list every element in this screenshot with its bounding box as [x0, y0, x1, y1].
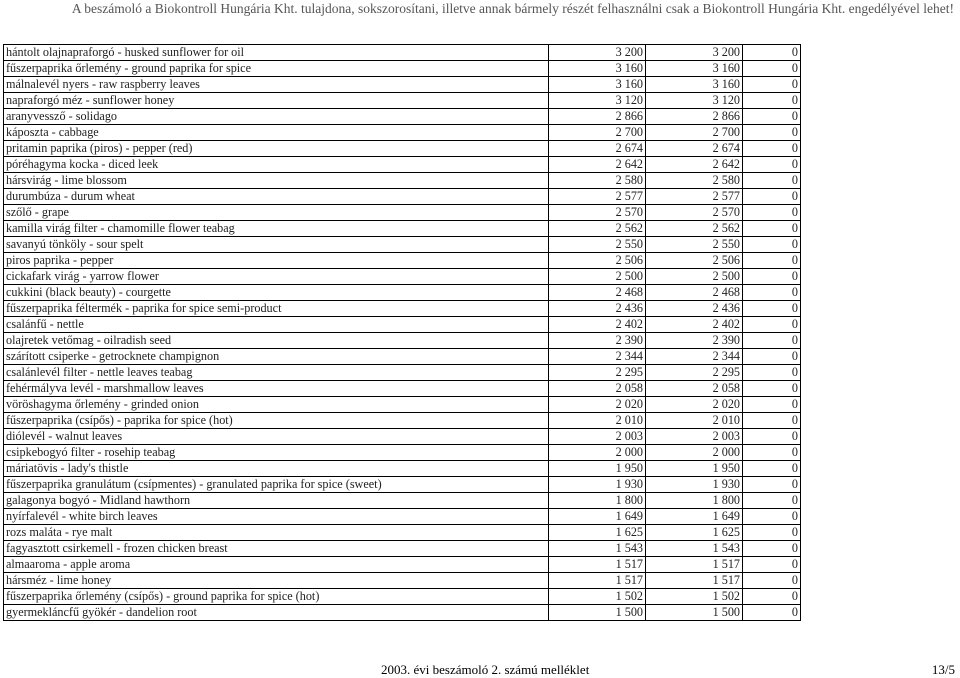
- quantity-total-cell: 2 550: [646, 237, 743, 253]
- product-name-cell: gyermekláncfű gyökér - dandelion root: [4, 605, 549, 621]
- quantity-total-cell: 1 649: [646, 509, 743, 525]
- quantity-cell: 1 800: [549, 493, 646, 509]
- quantity-total-cell: 1 543: [646, 541, 743, 557]
- product-name-cell: piros paprika - pepper: [4, 253, 549, 269]
- product-name-cell: fehérmályva levél - marshmallow leaves: [4, 381, 549, 397]
- quantity-total-cell: 2 674: [646, 141, 743, 157]
- table-row: [4, 77, 801, 93]
- difference-cell: 0: [743, 445, 801, 461]
- quantity-total-cell: 1 800: [646, 493, 743, 509]
- difference-cell: 0: [743, 109, 801, 125]
- quantity-cell: 1 930: [549, 477, 646, 493]
- quantity-total-cell: 1 950: [646, 461, 743, 477]
- quantity-cell: 2 580: [549, 173, 646, 189]
- product-name-cell: szőlő - grape: [4, 205, 549, 221]
- table-row: [4, 461, 801, 477]
- difference-cell: 0: [743, 557, 801, 573]
- quantity-total-cell: 2 000: [646, 445, 743, 461]
- quantity-cell: 2 020: [549, 397, 646, 413]
- table-row: [4, 61, 801, 77]
- quantity-cell: 1 517: [549, 573, 646, 589]
- quantity-total-cell: 2 010: [646, 413, 743, 429]
- product-name-cell: hántolt olajnapraforgó - husked sunflower for oil: [4, 45, 549, 61]
- quantity-total-cell: 3 160: [646, 77, 743, 93]
- copyright-notice: A beszámoló a Biokontroll Hungária Kht. tulajdona, sokszorosítani, illetve annak bármely részét felhasználni csak a Biokontroll Hungária Kht. engedélyével lehet!: [71, 1, 954, 16]
- quantity-total-cell: 2 344: [646, 349, 743, 365]
- difference-cell: 0: [743, 141, 801, 157]
- product-name-cell: rozs maláta - rye malt: [4, 525, 549, 541]
- quantity-cell: 2 010: [549, 413, 646, 429]
- difference-cell: 0: [743, 269, 801, 285]
- difference-cell: 0: [743, 589, 801, 605]
- product-name-cell: cickafark virág - yarrow flower: [4, 269, 549, 285]
- table-row: [4, 493, 801, 509]
- difference-cell: 0: [743, 61, 801, 77]
- table-row: [4, 445, 801, 461]
- difference-cell: 0: [743, 605, 801, 621]
- quantity-cell: 1 517: [549, 557, 646, 573]
- quantity-total-cell: 2 058: [646, 381, 743, 397]
- table-row: [4, 333, 801, 349]
- quantity-total-cell: 2 570: [646, 205, 743, 221]
- quantity-cell: 1 649: [549, 509, 646, 525]
- product-name-cell: fűszerpaprika féltermék - paprika for spice semi-product: [4, 301, 549, 317]
- quantity-total-cell: 2 562: [646, 221, 743, 237]
- table-row: [4, 125, 801, 141]
- quantity-total-cell: 2 402: [646, 317, 743, 333]
- quantity-cell: 2 700: [549, 125, 646, 141]
- table-row: [4, 205, 801, 221]
- product-name-cell: vöröshagyma őrlemény - grinded onion: [4, 397, 549, 413]
- product-name-cell: nyírfalevél - white birch leaves: [4, 509, 549, 525]
- quantity-total-cell: 2 577: [646, 189, 743, 205]
- difference-cell: 0: [743, 477, 801, 493]
- table-row: [4, 509, 801, 525]
- table-row: [4, 237, 801, 253]
- product-name-cell: káposzta - cabbage: [4, 125, 549, 141]
- product-name-cell: fűszerpaprika granulátum (csípmentes) - granulated paprika for spice (sweet): [4, 477, 549, 493]
- table-row: [4, 397, 801, 413]
- difference-cell: 0: [743, 125, 801, 141]
- quantity-cell: 2 003: [549, 429, 646, 445]
- product-name-cell: durumbúza - durum wheat: [4, 189, 549, 205]
- product-name-cell: póréhagyma kocka - diced leek: [4, 157, 549, 173]
- quantity-cell: 2 562: [549, 221, 646, 237]
- difference-cell: 0: [743, 237, 801, 253]
- quantity-total-cell: 1 517: [646, 557, 743, 573]
- quantity-total-cell: 1 502: [646, 589, 743, 605]
- quantity-total-cell: 1 517: [646, 573, 743, 589]
- footer-caption: 2003. évi beszámoló 2. számú melléklet: [381, 662, 590, 677]
- difference-cell: 0: [743, 397, 801, 413]
- table-row: [4, 573, 801, 589]
- quantity-total-cell: 3 200: [646, 45, 743, 61]
- product-name-cell: savanyú tönköly - sour spelt: [4, 237, 549, 253]
- quantity-cell: 2 344: [549, 349, 646, 365]
- table-row: [4, 589, 801, 605]
- difference-cell: 0: [743, 45, 801, 61]
- table-row: [4, 189, 801, 205]
- product-name-cell: hársméz - lime honey: [4, 573, 549, 589]
- products-table: [3, 44, 801, 621]
- quantity-cell: 2 295: [549, 365, 646, 381]
- table-row: [4, 381, 801, 397]
- difference-cell: 0: [743, 157, 801, 173]
- quantity-total-cell: 2 020: [646, 397, 743, 413]
- table-row: [4, 365, 801, 381]
- difference-cell: 0: [743, 429, 801, 445]
- quantity-cell: 2 506: [549, 253, 646, 269]
- difference-cell: 0: [743, 461, 801, 477]
- product-name-cell: hársvirág - lime blossom: [4, 173, 549, 189]
- quantity-cell: 2 468: [549, 285, 646, 301]
- product-name-cell: fűszerpaprika őrlemény (csípős) - ground paprika for spice (hot): [4, 589, 549, 605]
- product-name-cell: galagonya bogyó - Midland hawthorn: [4, 493, 549, 509]
- table-row: [4, 141, 801, 157]
- quantity-cell: 2 436: [549, 301, 646, 317]
- product-name-cell: napraforgó méz - sunflower honey: [4, 93, 549, 109]
- product-name-cell: fűszerpaprika őrlemény - ground paprika for spice: [4, 61, 549, 77]
- quantity-total-cell: 2 003: [646, 429, 743, 445]
- product-name-cell: cukkini (black beauty) - courgette: [4, 285, 549, 301]
- quantity-cell: 3 160: [549, 61, 646, 77]
- quantity-cell: 2 000: [549, 445, 646, 461]
- quantity-cell: 2 642: [549, 157, 646, 173]
- difference-cell: 0: [743, 205, 801, 221]
- product-name-cell: pritamin paprika (piros) - pepper (red): [4, 141, 549, 157]
- difference-cell: 0: [743, 541, 801, 557]
- quantity-total-cell: 1 500: [646, 605, 743, 621]
- quantity-cell: 1 502: [549, 589, 646, 605]
- quantity-cell: 2 674: [549, 141, 646, 157]
- quantity-total-cell: 1 930: [646, 477, 743, 493]
- difference-cell: 0: [743, 93, 801, 109]
- quantity-cell: 2 402: [549, 317, 646, 333]
- table-row: [4, 93, 801, 109]
- quantity-cell: 3 200: [549, 45, 646, 61]
- table-row: [4, 349, 801, 365]
- product-name-cell: szárított csiperke - getrocknete champignon: [4, 349, 549, 365]
- table-row: [4, 301, 801, 317]
- quantity-total-cell: 2 506: [646, 253, 743, 269]
- product-name-cell: máriatövis - lady's thistle: [4, 461, 549, 477]
- difference-cell: 0: [743, 349, 801, 365]
- quantity-total-cell: 3 160: [646, 61, 743, 77]
- table-row: [4, 477, 801, 493]
- table-row: [4, 221, 801, 237]
- quantity-cell: 3 120: [549, 93, 646, 109]
- difference-cell: 0: [743, 317, 801, 333]
- table-row: [4, 541, 801, 557]
- difference-cell: 0: [743, 381, 801, 397]
- product-name-cell: almaaroma - apple aroma: [4, 557, 549, 573]
- product-name-cell: fűszerpaprika (csípős) - paprika for spice (hot): [4, 413, 549, 429]
- difference-cell: 0: [743, 333, 801, 349]
- quantity-total-cell: 2 500: [646, 269, 743, 285]
- table-row: [4, 157, 801, 173]
- quantity-cell: 2 866: [549, 109, 646, 125]
- quantity-cell: 1 625: [549, 525, 646, 541]
- table-row: [4, 525, 801, 541]
- table-row: [4, 173, 801, 189]
- difference-cell: 0: [743, 189, 801, 205]
- quantity-cell: 1 950: [549, 461, 646, 477]
- product-name-cell: aranyvessző - solidago: [4, 109, 549, 125]
- product-name-cell: diólevél - walnut leaves: [4, 429, 549, 445]
- difference-cell: 0: [743, 301, 801, 317]
- quantity-cell: 1 500: [549, 605, 646, 621]
- quantity-total-cell: 3 120: [646, 93, 743, 109]
- quantity-cell: 2 390: [549, 333, 646, 349]
- quantity-total-cell: 2 468: [646, 285, 743, 301]
- table-row: [4, 253, 801, 269]
- difference-cell: 0: [743, 221, 801, 237]
- quantity-cell: 2 058: [549, 381, 646, 397]
- quantity-total-cell: 2 700: [646, 125, 743, 141]
- products-table-body: [4, 45, 801, 621]
- table-row: [4, 317, 801, 333]
- product-name-cell: fagyasztott csirkemell - frozen chicken breast: [4, 541, 549, 557]
- product-name-cell: málnalevél nyers - raw raspberry leaves: [4, 77, 549, 93]
- difference-cell: 0: [743, 365, 801, 381]
- product-name-cell: csalánfű - nettle: [4, 317, 549, 333]
- product-name-cell: csipkebogyó filter - rosehip teabag: [4, 445, 549, 461]
- quantity-total-cell: 2 295: [646, 365, 743, 381]
- quantity-total-cell: 2 642: [646, 157, 743, 173]
- difference-cell: 0: [743, 285, 801, 301]
- difference-cell: 0: [743, 173, 801, 189]
- table-row: [4, 285, 801, 301]
- product-name-cell: kamilla virág filter - chamomille flower teabag: [4, 221, 549, 237]
- quantity-cell: 2 550: [549, 237, 646, 253]
- quantity-cell: 1 543: [549, 541, 646, 557]
- product-name-cell: csalánlevél filter - nettle leaves teabag: [4, 365, 549, 381]
- quantity-cell: 2 570: [549, 205, 646, 221]
- difference-cell: 0: [743, 525, 801, 541]
- table-row: [4, 557, 801, 573]
- quantity-total-cell: 2 580: [646, 173, 743, 189]
- quantity-total-cell: 1 625: [646, 525, 743, 541]
- table-row: [4, 109, 801, 125]
- quantity-cell: 2 500: [549, 269, 646, 285]
- difference-cell: 0: [743, 493, 801, 509]
- difference-cell: 0: [743, 253, 801, 269]
- difference-cell: 0: [743, 509, 801, 525]
- table-row: [4, 429, 801, 445]
- quantity-cell: 2 577: [549, 189, 646, 205]
- quantity-total-cell: 2 390: [646, 333, 743, 349]
- table-row: [4, 269, 801, 285]
- page-number: 13/5: [931, 662, 955, 677]
- table-row: [4, 605, 801, 621]
- difference-cell: 0: [743, 573, 801, 589]
- difference-cell: 0: [743, 413, 801, 429]
- difference-cell: 0: [743, 77, 801, 93]
- quantity-cell: 3 160: [549, 77, 646, 93]
- table-row: [4, 413, 801, 429]
- quantity-total-cell: 2 436: [646, 301, 743, 317]
- product-name-cell: olajretek vetőmag - oilradish seed: [4, 333, 549, 349]
- table-row: [4, 45, 801, 61]
- quantity-total-cell: 2 866: [646, 109, 743, 125]
